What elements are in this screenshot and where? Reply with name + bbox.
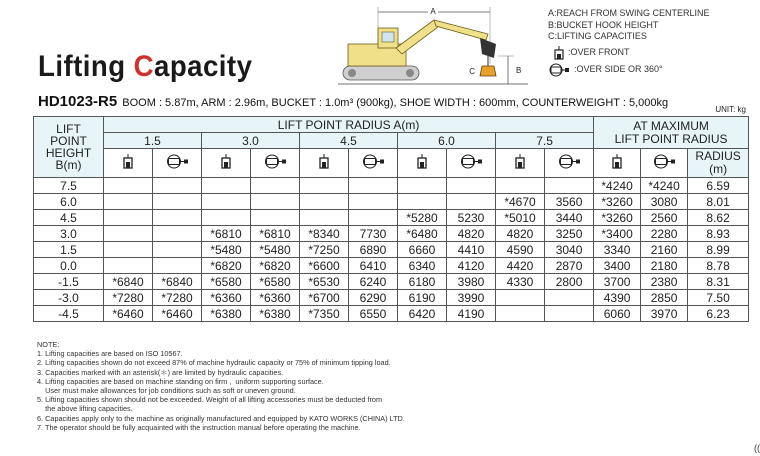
capacity-cell (153, 194, 202, 210)
excavator-diagram (338, 4, 528, 92)
note-line: 5. Lifting capacities shown should not be exceeded. Weight of all lifting accessories must be deducted from (37, 395, 383, 405)
legend-front: :OVER FRONT (568, 46, 630, 57)
capacity-cell: *8340 (300, 226, 349, 242)
capacity-cell (202, 210, 251, 226)
capacity-cell: 3400 (594, 258, 641, 274)
over-side-icon (165, 154, 189, 172)
spec-text: BOOM : 5.87m, ARM : 2.96m, BUCKET : 1.0m³ (900kg), SHOE WIDTH : 600mm, COUNTERWEIGHT : 5,000kg (119, 97, 669, 109)
over-front-header (300, 149, 349, 178)
capacity-cell (251, 210, 300, 226)
unit-label: UNIT: kg (715, 105, 746, 114)
notes-heading: NOTE: (37, 340, 60, 349)
diagram-label-b: B (516, 66, 522, 75)
legend (548, 8, 710, 77)
radius-cell: 8.62 (688, 210, 749, 226)
capacity-cell: 3990 (447, 290, 496, 306)
row-height-cell: 3.0 (34, 226, 104, 242)
capacity-cell (153, 210, 202, 226)
capacity-cell (349, 210, 398, 226)
note-line: 2. Lifting capacities shown do not exceed 87% of machine hydraulic capacity or 75% of minimum tipping load. (37, 358, 391, 368)
over-side-icon (652, 154, 676, 172)
legend-c: C:LIFTING CAPACITIES (548, 31, 647, 41)
capacity-cell (496, 178, 545, 194)
over-front-icon (123, 154, 133, 172)
over-front-icon (515, 154, 525, 172)
over-front-header (202, 149, 251, 178)
capacity-cell: 6550 (349, 306, 398, 322)
capacity-cell: 2800 (545, 274, 594, 290)
capacity-cell: 4120 (447, 258, 496, 274)
capacity-cell (153, 258, 202, 274)
table-row (34, 242, 749, 258)
capacity-cell (104, 210, 153, 226)
capacity-cell: *6810 (251, 226, 300, 242)
capacity-cell (349, 194, 398, 210)
radius-header-3: 4.5 (300, 133, 398, 149)
capacity-cell (202, 194, 251, 210)
capacity-cell: 2870 (545, 258, 594, 274)
over-front-header (496, 149, 545, 178)
capacity-cell (300, 194, 349, 210)
capacity-cell: 2280 (641, 226, 688, 242)
radius-cell: 7.50 (688, 290, 749, 306)
page-title (38, 50, 252, 84)
capacity-cell: *6480 (398, 226, 447, 242)
capacity-cell (447, 194, 496, 210)
capacity-cell: *6380 (251, 306, 300, 322)
capacity-cell: 4420 (496, 258, 545, 274)
capacity-cell: 6420 (398, 306, 447, 322)
radius-cell: 8.93 (688, 226, 749, 242)
capacity-cell (251, 194, 300, 210)
legend-a: A:REACH FROM SWING CENTERLINE (548, 8, 710, 18)
capacity-cell: *3260 (594, 194, 641, 210)
capacity-cell: 3250 (545, 226, 594, 242)
note-line: 3. Capacities marked with an asterisk(＊) are limited by hydraulic capacities. (37, 367, 284, 377)
legend-b: B:BUCKET HOOK HEIGHT (548, 19, 659, 30)
over-front-header (594, 149, 641, 178)
capacity-cell: *5480 (202, 242, 251, 258)
capacity-cell: *6820 (251, 258, 300, 274)
capacity-cell (300, 178, 349, 194)
capacity-cell: 2560 (641, 210, 688, 226)
over-side-icon (557, 154, 581, 172)
radius-header-2: 3.0 (202, 133, 300, 149)
capacity-cell: 3080 (641, 194, 688, 210)
capacity-cell: 6180 (398, 274, 447, 290)
over-front-icon (221, 154, 231, 172)
table-row (34, 274, 749, 290)
capacity-cell: *7350 (300, 306, 349, 322)
capacity-cell: 6190 (398, 290, 447, 306)
over-side-icon (459, 154, 483, 172)
capacity-cell: *6460 (104, 306, 153, 322)
row-height-cell: -1.5 (34, 274, 104, 290)
table-row (34, 226, 749, 242)
capacity-cell: *6700 (300, 290, 349, 306)
row-height-cell: 6.0 (34, 194, 104, 210)
lift-point-radius-header: LIFT POINT RADIUS A(m) (104, 117, 594, 133)
capacity-cell: 4330 (496, 274, 545, 290)
capacity-cell (447, 178, 496, 194)
capacity-cell: 4190 (447, 306, 496, 322)
capacity-cell: 3970 (641, 306, 688, 322)
over-side-header (251, 149, 300, 178)
capacity-cell: 6240 (349, 274, 398, 290)
capacity-cell: *5280 (398, 210, 447, 226)
capacity-cell: 4820 (496, 226, 545, 242)
over-front-icon (319, 154, 329, 172)
capacity-cell: *6810 (202, 226, 251, 242)
capacity-cell: *7280 (104, 290, 153, 306)
row-height-cell: -4.5 (34, 306, 104, 322)
capacity-cell: *6840 (104, 274, 153, 290)
capacity-cell: 3040 (545, 242, 594, 258)
radius-cell: 8.01 (688, 194, 749, 210)
over-side-header (545, 149, 594, 178)
table-row (34, 210, 749, 226)
over-side-header (153, 149, 202, 178)
capacity-cell: *4670 (496, 194, 545, 210)
model-name: HD1023-R5 (38, 93, 118, 110)
capacity-cell: 4390 (594, 290, 641, 306)
capacity-cell: 3560 (545, 194, 594, 210)
capacity-cell (153, 178, 202, 194)
title-part1: Lifting (38, 50, 134, 83)
capacity-cell: 2160 (641, 242, 688, 258)
capacity-cell (104, 178, 153, 194)
over-side-header (641, 149, 688, 178)
over-side-icon (263, 154, 287, 172)
over-side-icon (361, 154, 385, 172)
capacity-cell: 6060 (594, 306, 641, 322)
radius-cell: 6.23 (688, 306, 749, 322)
capacity-cell: 3340 (594, 242, 641, 258)
capacity-cell (251, 178, 300, 194)
edge-mark: (( (754, 443, 760, 453)
note-line: 1. Lifting capacities are based on ISO 10567. (37, 349, 183, 359)
title-part2: apacity (154, 50, 253, 83)
row-height-cell: 0.0 (34, 258, 104, 274)
capacity-cell: 4590 (496, 242, 545, 258)
capacity-cell: *6360 (251, 290, 300, 306)
capacity-cell: *5010 (496, 210, 545, 226)
machine-spec (38, 93, 668, 110)
capacity-cell: 3440 (545, 210, 594, 226)
capacity-cell (300, 210, 349, 226)
over-front-header (104, 149, 153, 178)
title-capital-c: C (133, 50, 155, 83)
table-row (34, 178, 749, 194)
capacity-cell (349, 178, 398, 194)
max-radius-header: AT MAXIMUM LIFT POINT RADIUS (594, 117, 749, 149)
row-height-cell: 1.5 (34, 242, 104, 258)
capacity-cell: 6890 (349, 242, 398, 258)
capacity-cell: *6580 (202, 274, 251, 290)
over-front-icon (554, 46, 564, 60)
capacity-cell: *6840 (153, 274, 202, 290)
diagram-label-a: A (430, 7, 436, 16)
capacity-cell: *6460 (153, 306, 202, 322)
capacity-cell (545, 290, 594, 306)
capacity-cell (398, 178, 447, 194)
capacity-cell: *3400 (594, 226, 641, 242)
over-side-icon (548, 63, 570, 77)
capacity-cell: 6410 (349, 258, 398, 274)
radius-header-4: 6.0 (398, 133, 496, 149)
capacity-cell: 7730 (349, 226, 398, 242)
capacity-cell (104, 194, 153, 210)
capacity-cell (496, 306, 545, 322)
capacity-cell: *6580 (251, 274, 300, 290)
legend-side: :OVER SIDE OR 360° (574, 63, 663, 74)
radius-column-header: RADIUS (m) (688, 149, 749, 178)
over-front-header (398, 149, 447, 178)
note-line: User must make allowances for job conditions such as soft or uneven ground. (37, 386, 296, 396)
capacity-cell (202, 178, 251, 194)
capacity-cell: *5480 (251, 242, 300, 258)
capacity-cell: *7280 (153, 290, 202, 306)
capacity-cell: *6360 (202, 290, 251, 306)
capacity-cell: *4240 (641, 178, 688, 194)
capacity-cell: 4820 (447, 226, 496, 242)
capacity-cell: *6530 (300, 274, 349, 290)
radius-cell: 6.59 (688, 178, 749, 194)
over-side-header (349, 149, 398, 178)
row-height-cell: 4.5 (34, 210, 104, 226)
note-line: 7. The operator should be fully acquainted with the instruction manual before operating the machine. (37, 422, 361, 432)
capacity-cell: 2380 (641, 274, 688, 290)
table-row (34, 290, 749, 306)
capacity-cell: 4410 (447, 242, 496, 258)
capacity-cell: 3980 (447, 274, 496, 290)
capacity-cell (104, 226, 153, 242)
capacity-cell (398, 194, 447, 210)
capacity-cell: 2180 (641, 258, 688, 274)
note-line: 6. Capacities apply only to the machine as originally manufactured and equipped by KATO WORKS (CHINA) LTD. (37, 413, 405, 423)
radius-cell: 8.31 (688, 274, 749, 290)
capacity-cell: 6290 (349, 290, 398, 306)
radius-header-5: 7.5 (496, 133, 594, 149)
table-row (34, 306, 749, 322)
note-line: the above lifting capacities. (37, 404, 133, 414)
capacity-cell: *6380 (202, 306, 251, 322)
capacity-cell (104, 258, 153, 274)
over-front-icon (417, 154, 427, 172)
capacity-cell (496, 290, 545, 306)
capacity-cell (153, 242, 202, 258)
capacity-cell: 3700 (594, 274, 641, 290)
row-height-cell: 7.5 (34, 178, 104, 194)
lift-point-height-header: LIFT POINT HEIGHT B(m) (34, 117, 104, 178)
capacity-cell (545, 178, 594, 194)
lifting-capacity-table (33, 116, 749, 322)
capacity-cell: 5230 (447, 210, 496, 226)
capacity-cell: 6660 (398, 242, 447, 258)
capacity-cell (153, 226, 202, 242)
radius-cell: 8.78 (688, 258, 749, 274)
capacity-cell: 2850 (641, 290, 688, 306)
notes (37, 340, 405, 432)
capacity-cell: *3260 (594, 210, 641, 226)
row-height-cell: -3.0 (34, 290, 104, 306)
diagram-label-c: C (469, 67, 475, 76)
radius-header-1: 1.5 (104, 133, 202, 149)
note-line: 4. Lifting capacities are based on machine standing on firm , uniform supporting surface. (37, 376, 324, 386)
table-row (34, 194, 749, 210)
table-row (34, 258, 749, 274)
capacity-cell: *6600 (300, 258, 349, 274)
capacity-cell: 6340 (398, 258, 447, 274)
capacity-cell: *7250 (300, 242, 349, 258)
over-front-icon (612, 154, 622, 172)
capacity-cell (545, 306, 594, 322)
capacity-cell (104, 242, 153, 258)
capacity-cell: *4240 (594, 178, 641, 194)
capacity-cell: *6820 (202, 258, 251, 274)
radius-cell: 8.99 (688, 242, 749, 258)
over-side-header (447, 149, 496, 178)
